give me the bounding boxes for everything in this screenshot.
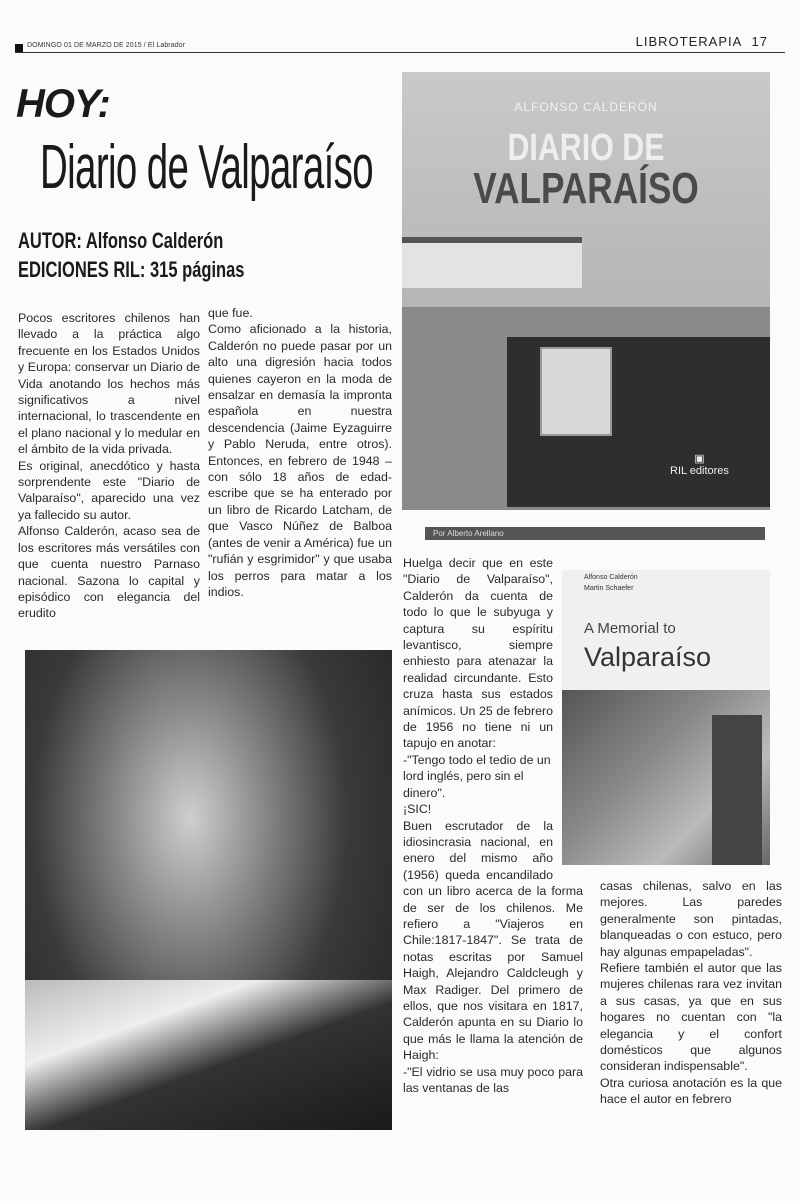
author-portrait-photo	[25, 650, 392, 1130]
book2-photo	[562, 690, 770, 865]
byline: Por Alberto Arellano	[425, 527, 765, 540]
cover-title-1: DIARIO DE	[507, 127, 665, 169]
paragraph: -"Tengo todo el tedio de un lord inglés, pero sin el dinero".	[403, 752, 551, 800]
paragraph: Como aficionado a la historia, Calderón no puede pasar por un alto una digresión hacia todos quienes cayeron en la moda de ensalzar en demasía la impronta española en nuestra descendencia (Jaime Eyzaguirre y Pablo Neruda, entre otros). Entonces, en febrero de 1948 –con sólo 18 años de edad- escribe que se ha enterado por un libro de Ricardo Latcham, de que Vasco Núñez de Balboa (antes de venir a América) fue un "rufián y esgrimidor" y que usaba los perros para matar a los indios.	[208, 322, 392, 599]
book2-author-1: Alfonso Calderón	[584, 574, 638, 581]
column-2	[208, 305, 392, 600]
paragraph: casas chilenas, salvo en las mejores. Las paredes generalmente son pintadas, blanqueadas o con estuco, pero hay algunas empapeladas".	[600, 879, 782, 959]
book-cover-image	[402, 72, 770, 510]
article-title: Diario de Valparaíso	[40, 133, 374, 202]
column-3	[403, 555, 583, 1096]
paragraph: Huelga decir que en este "Diario de Valparaíso", Calderón da cuenta de todo lo que le subyuga y captura su espíritu levantisco, siempre enhiesto para atenazar la realidad circundante. Esto cruza hasta sus estados anímicos. Un 25 de febrero de 1956 no tiene ni un tapujo en anotar:	[403, 556, 553, 751]
edition-line: EDICIONES RIL: 315 páginas	[18, 257, 245, 282]
portrait-suit	[25, 980, 392, 1130]
paragraph: Otra curiosa anotación es la que hace el autor en febrero	[600, 1075, 782, 1107]
paragraph: que fue.	[208, 306, 253, 320]
article-kicker: HOY:	[16, 82, 110, 126]
column-1	[18, 310, 200, 622]
cover-publisher: ▣ RIL editores	[670, 453, 729, 477]
book2-building	[712, 715, 762, 865]
paragraph: Alfonso Calderón, acaso sea de los escritores más versátiles con que cuenta nuestro Parnaso nacional. Sazona lo capital y episódico con elegancia del erudito	[18, 524, 200, 621]
book2-authors	[584, 574, 638, 592]
book2-title-2: Valparaíso	[584, 642, 712, 672]
book2-author-2: Martin Schaefer	[584, 585, 634, 592]
paragraph: Refiere también el autor que las mujeres chilenas rara vez invitan a sus casas, ya que en sus hogares no cuentan con "la elegancia y el confort domésticos que algunos consideran indispensable".	[600, 961, 782, 1074]
second-book-cover	[562, 570, 770, 865]
section-name: LIBROTERAPIA	[635, 34, 743, 49]
author-line: AUTOR: Alfonso Calderón	[18, 228, 224, 253]
paragraph: Pocos escritores chilenos han llevado a la práctica algo frecuente en los Estados Unidos y Europa: conservar un Diario de Vida anotando los hechos más significativos a nivel internacional, lo trascendente en el plano nacional y lo medular en el ámbito de la vida privada.	[18, 311, 200, 457]
cover-wall	[402, 237, 582, 288]
paragraph: ¡SIC!	[403, 802, 432, 817]
cover-author: ALFONSO CALDERÓN	[514, 100, 658, 114]
paragraph: -"El vidrio se usa muy poco para las ventanas de las	[403, 1064, 583, 1095]
header-rule	[15, 52, 785, 53]
paragraph: Buen escrutador de la idiosincrasia nacional, en enero del mismo año (1956) queda encandilado con un libro acerca de la forma de ser de los chilenos. Me refiero a "Viajeros en Chile:1817-1847". Se trata de notas escritas por Samuel Haigh, Alejandro Caldcleugh y Max Radiger. Del primero de ellos, que nos visitara en 1817, Calderón apunta en su Diario lo que más le llama la atención de Haigh:	[403, 818, 583, 1063]
publisher-label: RIL editores	[670, 465, 729, 477]
cover-title-2: VALPARAÍSO	[473, 164, 699, 213]
page-number: 17	[751, 34, 768, 49]
cover-window	[540, 347, 612, 436]
paragraph: Es original, anecdótico y hasta sorprendente este "Diario de Valparaíso", aparecido una vez ya fallecido su autor.	[18, 458, 200, 522]
header-section	[636, 34, 768, 49]
book2-title-1: A Memorial to	[584, 620, 676, 637]
header-date: DOMINGO 01 DE MARZO DE 2015 / El Labrador	[27, 42, 186, 49]
column-4	[600, 878, 782, 1108]
